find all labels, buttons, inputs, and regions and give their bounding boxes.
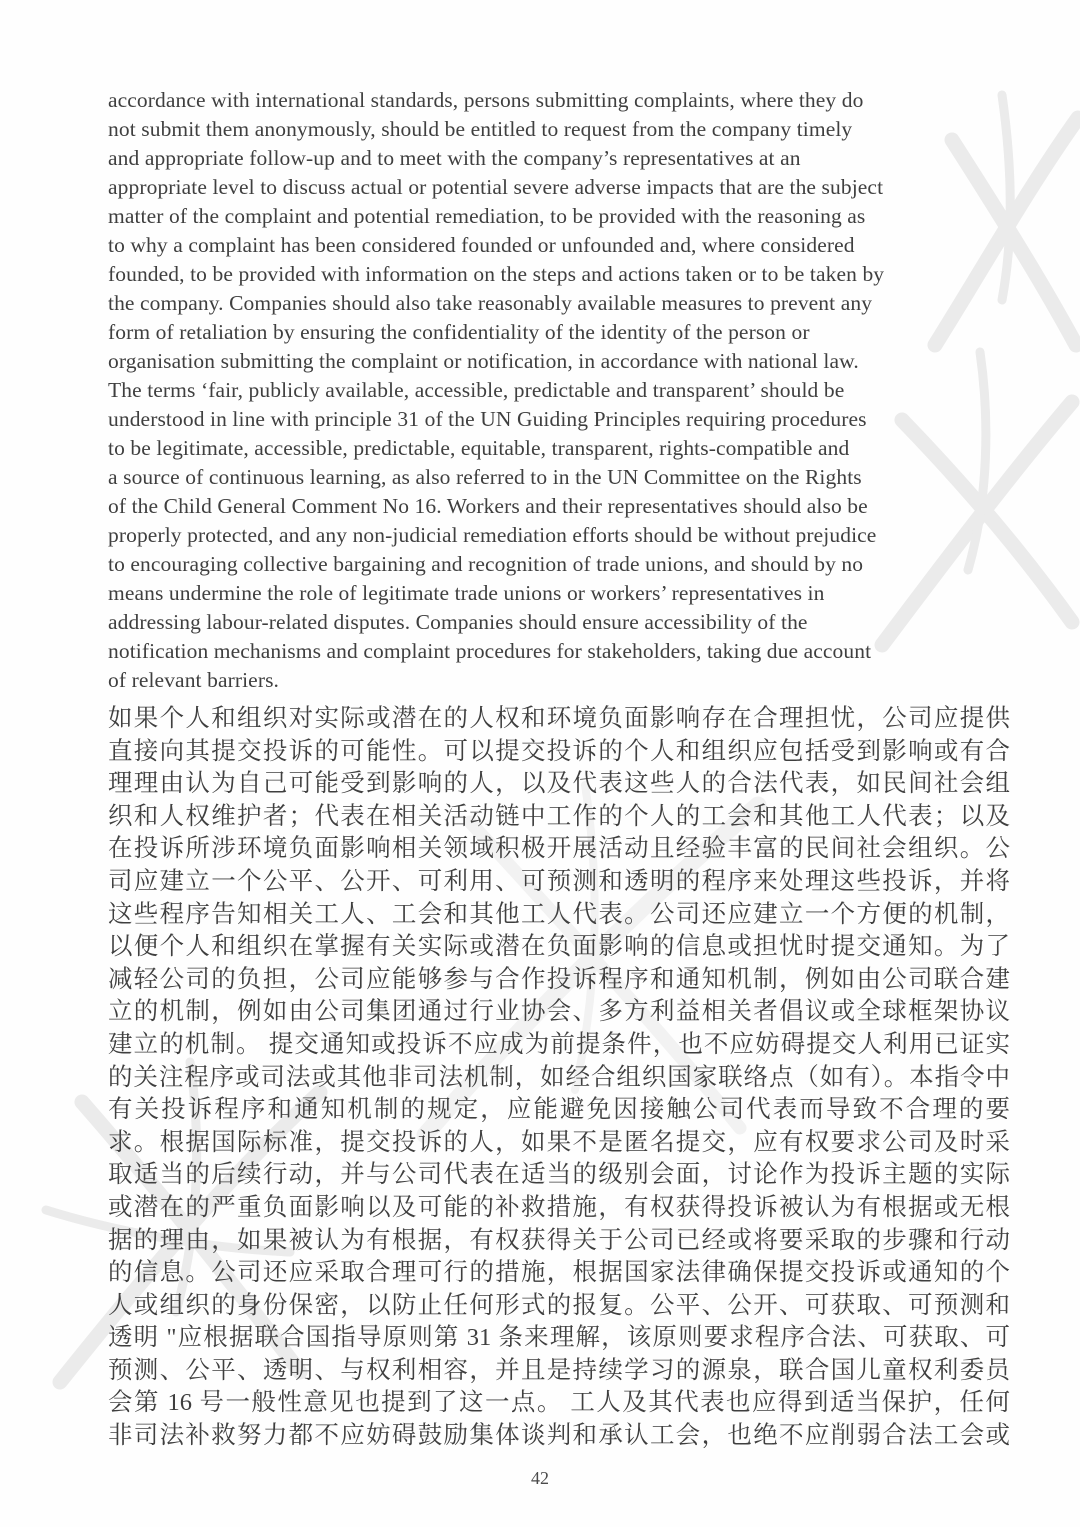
page-number: 42 (531, 1468, 549, 1488)
chinese-line: 在投诉所涉环境负面影响相关领域积极开展活动且经验丰富的民间社会组织。公 (108, 835, 1010, 863)
chinese-line: 求。根据国际标准，提交投诉的人，如果不是匿名提交，应有权要求公司及时采 (108, 1128, 1010, 1156)
chinese-line: 取适当的后续行动，并与公司代表在适当的级别会面，讨论作为投诉主题的实际 (108, 1161, 1010, 1189)
chinese-line: 透明 "应根据联合国指导原则第 31 条来理解，该原则要求程序合法、可获取、可 (108, 1324, 1010, 1352)
english-line: addressing labour-related disputes. Companies should ensure accessibility of the (108, 610, 808, 634)
english-line: understood in line with principle 31 of the UN Guiding Principles requiring procedures (108, 407, 867, 431)
chinese-paragraph (108, 703, 1010, 1453)
english-line: and appropriate follow-up and to meet with the company’s representatives at an (108, 146, 801, 170)
chinese-line: 这些程序告知相关工人、工会和其他工人代表。公司还应建立一个方便的机制， (108, 900, 1010, 928)
chinese-line: 减轻公司的负担，公司应能够参与合作投诉程序和通知机制，例如由公司联合建 (108, 965, 1010, 993)
chinese-line: 会第 16 号一般性意见也提到了这一点。 工人及其代表也应得到适当保护，任何 (108, 1389, 1010, 1417)
english-line: The terms ‘fair, publicly available, accessible, predictable and transparent’ should be (108, 378, 845, 402)
chinese-line: 理理由认为自己可能受到影响的人，以及代表这些人的合法代表，如民间社会组 (108, 770, 1010, 798)
chinese-line: 以便个人和组织在掌握有关实际或潜在负面影响的信息或担忧时提交通知。为了 (108, 933, 1010, 961)
english-line: of the Child General Comment No 16. Workers and their representatives should also be (108, 494, 868, 518)
chinese-line: 人或组织的身份保密，以防止任何形式的报复。公平、公开、可获取、可预测和 (108, 1291, 1010, 1319)
english-line: matter of the complaint and potential remediation, to be provided with the reasoning as (108, 204, 866, 228)
chinese-line: 的关注程序或司法或其他非司法机制，如经合组织国家联络点（如有）。本指令中 (108, 1063, 1010, 1091)
chinese-line: 建立的机制。 提交通知或投诉不应成为前提条件，也不应妨碍提交人利用已证实 (108, 1030, 1010, 1058)
english-line: to be legitimate, accessible, predictable, equitable, transparent, rights-compatible and (108, 436, 850, 460)
chinese-line: 司应建立一个公平、公开、可利用、可预测和透明的程序来处理这些投诉，并将 (108, 867, 1010, 895)
chinese-line: 据的理由，如果被认为有根据，有权获得关于公司已经或将要采取的步骤和行动 (108, 1226, 1010, 1254)
chinese-line: 预测、公平、透明、与权利相容，并且是持续学习的源泉，联合国儿童权利委员 (108, 1356, 1010, 1384)
english-line: appropriate level to discuss actual or potential severe adverse impacts that are the subject (108, 175, 884, 199)
chinese-line: 有关投诉程序和通知机制的规定，应能避免因接触公司代表而导致不合理的要 (108, 1096, 1010, 1124)
english-line: notification mechanisms and complaint procedures for stakeholders, taking due account (108, 639, 872, 663)
chinese-line: 直接向其提交投诉的可能性。可以提交投诉的个人和组织应包括受到影响或有合 (108, 737, 1010, 765)
english-line: to encouraging collective bargaining and recognition of trade unions, and should by no (108, 552, 864, 576)
english-line: founded, to be provided with information on the steps and actions taken or to be taken by (108, 262, 885, 286)
english-line: a source of continuous learning, as also referred to in the UN Committee on the Rights (108, 465, 862, 489)
chinese-line: 或潜在的严重负面影响以及可能的补救措施，有权获得投诉被认为有根据或无根 (108, 1193, 1010, 1221)
english-line: form of retaliation by ensuring the confidentiality of the identity of the person or (108, 320, 810, 344)
chinese-line: 立的机制，例如由公司集团通过行业协会、多方利益相关者倡议或全球框架协议 (108, 998, 1010, 1026)
english-line: the company. Companies should also take reasonably available measures to prevent any (108, 291, 873, 315)
english-paragraph (108, 86, 1010, 695)
chinese-line: 如果个人和组织对实际或潜在的人权和环境负面影响存在合理担忧，公司应提供 (108, 705, 1010, 732)
english-line: organisation submitting the complaint or notification, in accordance with national law. (108, 349, 859, 373)
english-line: of relevant barriers. (108, 668, 280, 692)
english-line: properly protected, and any non-judicial remediation efforts should be without prejudice (108, 523, 877, 547)
english-line: accordance with international standards, persons submitting complaints, where they do (108, 88, 864, 112)
english-line: to why a complaint has been considered founded or unfounded and, where considered (108, 233, 855, 257)
chinese-line: 非司法补救努力都不应妨碍鼓励集体谈判和承认工会，也绝不应削弱合法工会或 (108, 1422, 1010, 1450)
chinese-line: 的信息。公司还应采取合理可行的措施，根据国家法律确保提交投诉或通知的个 (108, 1259, 1010, 1287)
english-line: not submit them anonymously, should be entitled to request from the company timely (108, 117, 853, 141)
english-line: means undermine the role of legitimate trade unions or workers’ representatives in (108, 581, 825, 605)
text-block (108, 86, 1010, 1453)
chinese-line: 织和人权维护者；代表在相关活动链中工作的个人的工会和其他工人代表；以及 (108, 802, 1010, 830)
